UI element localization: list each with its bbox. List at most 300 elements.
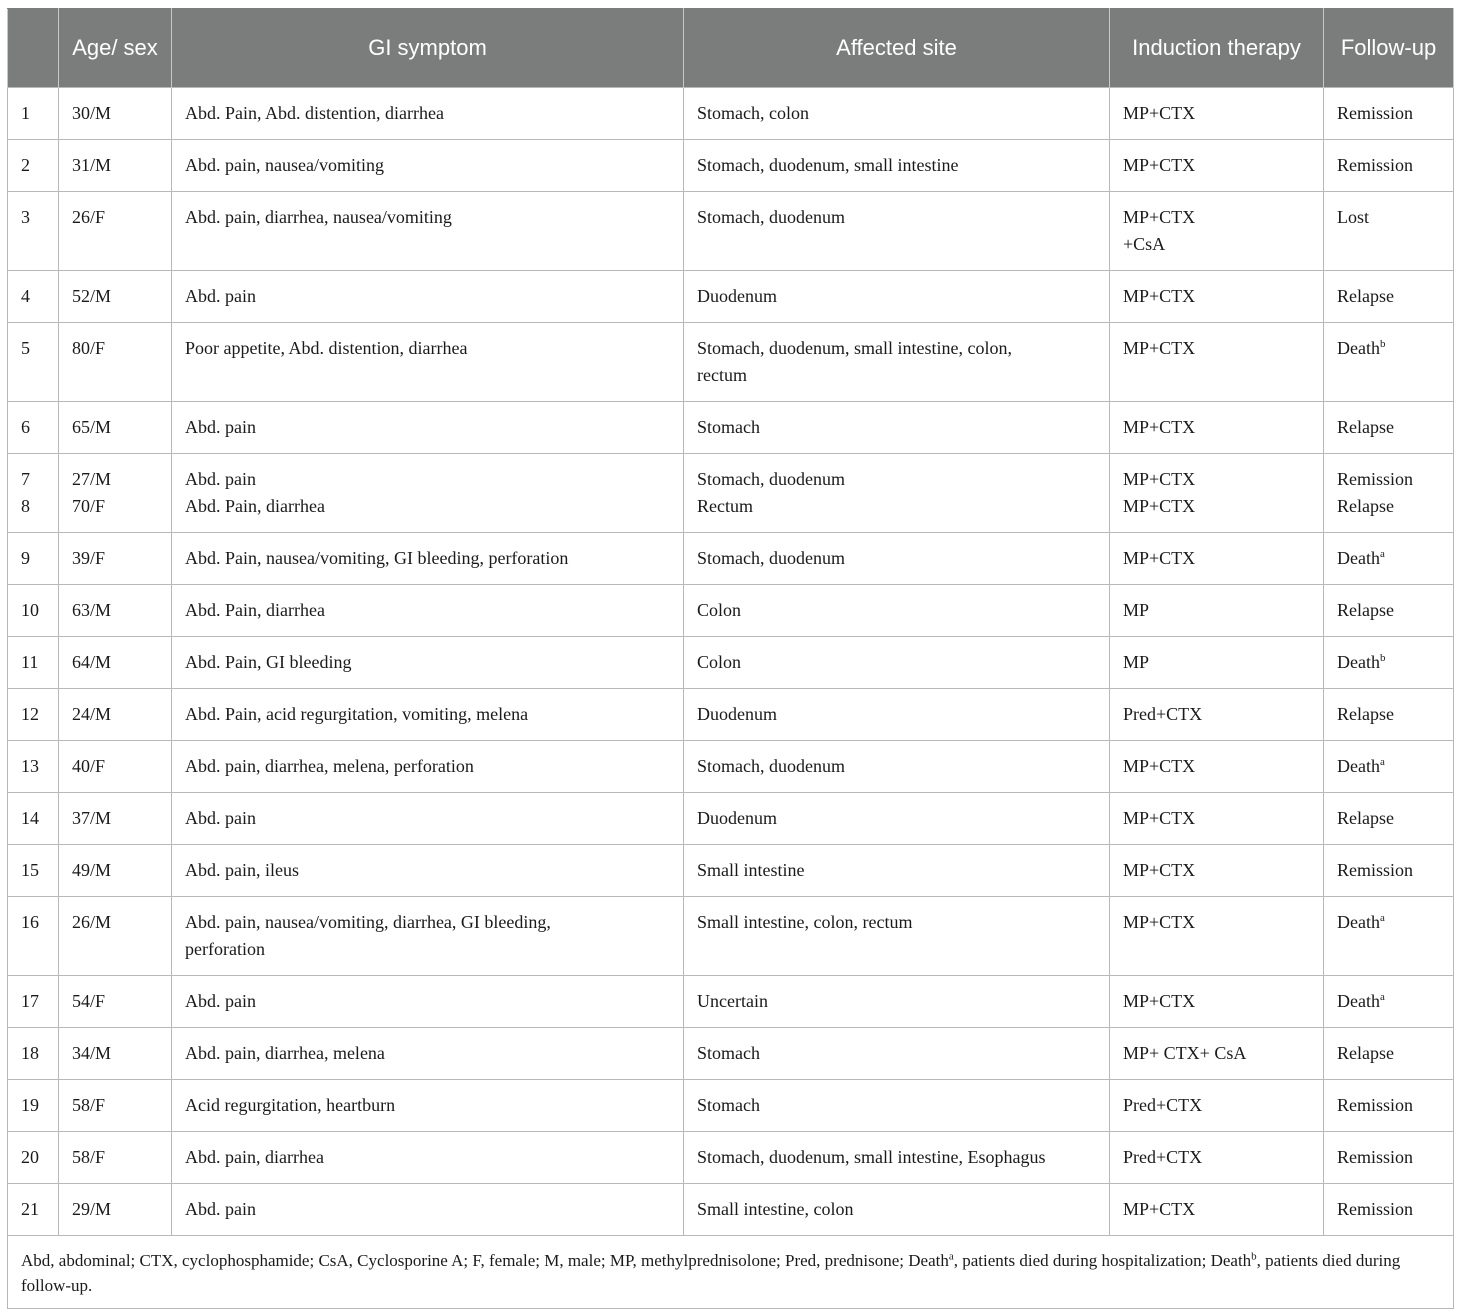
cell-follow-up — [1324, 323, 1454, 402]
table-row — [8, 1028, 1454, 1080]
follow-up-text: Remission — [1337, 860, 1414, 880]
footnote-text-3: , patients died during follow-up. — [21, 1251, 1401, 1295]
cell-induction-therapy — [1110, 1132, 1324, 1184]
cell-line: 18 — [21, 1043, 39, 1063]
footnote-text-2: , patients died during hospitalization; Death — [953, 1251, 1252, 1270]
cell-line: Abd. pain, diarrhea — [185, 1147, 324, 1167]
follow-up-text: Death — [1337, 991, 1380, 1011]
cell-line: Abd. Pain, Abd. distention, diarrhea — [185, 103, 444, 123]
cell-age-sex — [59, 845, 172, 897]
cell-age-sex — [59, 533, 172, 585]
cell-number — [8, 402, 59, 454]
cell-follow-up — [1324, 140, 1454, 192]
cell-line: MP+CTX — [1123, 469, 1196, 489]
cell-number — [8, 140, 59, 192]
table-row — [8, 845, 1454, 897]
cell-follow-up — [1324, 192, 1454, 271]
cell-line: MP+CTX — [1123, 207, 1196, 227]
cell-line: 31/M — [72, 155, 112, 175]
cell-gi-symptom — [172, 402, 684, 454]
cell-induction-therapy — [1110, 976, 1324, 1028]
cell-line: 16 — [21, 912, 39, 932]
follow-up-text: Remission — [1337, 469, 1414, 489]
follow-up-text: Remission — [1337, 1095, 1414, 1115]
cell-line: +CsA — [1123, 234, 1166, 254]
footnote-sup-b: b — [1251, 1250, 1257, 1263]
cell-age-sex — [59, 323, 172, 402]
follow-up-text: Death — [1337, 338, 1380, 358]
table-row — [8, 271, 1454, 323]
footnote-text-1: Abd, abdominal; CTX, cyclophosphamide; CsA, Cyclosporine A; F, female; M, male; MP, methylprednisolone; Pred, prednisone; Death — [21, 1251, 949, 1270]
cell-gi-symptom — [172, 585, 684, 637]
cell-induction-therapy — [1110, 402, 1324, 454]
cell-line: MP+CTX — [1123, 496, 1196, 516]
cell-induction-therapy — [1110, 689, 1324, 741]
cell-follow-up — [1324, 1132, 1454, 1184]
cell-affected-site — [684, 88, 1110, 140]
follow-up-text: Death — [1337, 548, 1380, 568]
follow-up-text: Death — [1337, 912, 1380, 932]
cell-line: Abd. pain — [185, 469, 256, 489]
cell-line — [1337, 283, 1440, 310]
cell-line: Abd. Pain, diarrhea — [185, 496, 325, 516]
cell-affected-site — [684, 271, 1110, 323]
cell-affected-site — [684, 689, 1110, 741]
table-row — [8, 637, 1454, 689]
follow-up-text: Death — [1337, 756, 1380, 776]
cell-follow-up — [1324, 637, 1454, 689]
cell-gi-symptom — [172, 454, 684, 533]
cell-line — [1337, 335, 1440, 362]
cell-gi-symptom — [172, 1028, 684, 1080]
cell-line: Stomach, duodenum — [697, 548, 845, 568]
cell-age-sex — [59, 793, 172, 845]
cell-affected-site — [684, 585, 1110, 637]
follow-up-footnote-mark: a — [1379, 756, 1385, 768]
cell-line — [1337, 701, 1440, 728]
cell-line: Abd. pain, diarrhea, nausea/vomiting — [185, 207, 452, 227]
cell-gi-symptom — [172, 1132, 684, 1184]
cell-line — [1337, 493, 1440, 520]
cell-follow-up — [1324, 897, 1454, 976]
cell-affected-site — [684, 897, 1110, 976]
cell-line: 49/M — [72, 860, 112, 880]
cell-line: Colon — [697, 600, 742, 620]
cell-affected-site — [684, 454, 1110, 533]
cell-age-sex — [59, 1028, 172, 1080]
cell-line: 5 — [21, 338, 30, 358]
cell-line: Pred+CTX — [1123, 1147, 1203, 1167]
cell-age-sex — [59, 1080, 172, 1132]
cell-age-sex — [59, 741, 172, 793]
cell-age-sex — [59, 88, 172, 140]
cell-induction-therapy — [1110, 88, 1324, 140]
follow-up-text: Remission — [1337, 1147, 1414, 1167]
table-row — [8, 454, 1454, 533]
table-row — [8, 741, 1454, 793]
follow-up-text: Lost — [1337, 207, 1370, 227]
cell-line: MP — [1123, 600, 1150, 620]
follow-up-text: Remission — [1337, 1199, 1414, 1219]
header-row — [8, 9, 1454, 88]
cell-age-sex — [59, 689, 172, 741]
cell-line: 7 — [21, 469, 30, 489]
cell-number — [8, 585, 59, 637]
cell-induction-therapy — [1110, 1080, 1324, 1132]
cell-affected-site — [684, 1132, 1110, 1184]
cell-gi-symptom — [172, 897, 684, 976]
cell-line: Uncertain — [697, 991, 768, 1011]
table-row — [8, 192, 1454, 271]
follow-up-text: Relapse — [1337, 704, 1394, 724]
cell-affected-site — [684, 533, 1110, 585]
cell-gi-symptom — [172, 271, 684, 323]
cell-number — [8, 533, 59, 585]
follow-up-text: Relapse — [1337, 286, 1394, 306]
table-row — [8, 585, 1454, 637]
cell-line: 13 — [21, 756, 39, 776]
cell-line: 64/M — [72, 652, 112, 672]
follow-up-text: Relapse — [1337, 417, 1394, 437]
cell-line: MP — [1123, 652, 1150, 672]
cell-age-sex — [59, 637, 172, 689]
table-row — [8, 689, 1454, 741]
cell-induction-therapy — [1110, 1184, 1324, 1236]
cell-line: MP+CTX — [1123, 103, 1196, 123]
cell-affected-site — [684, 741, 1110, 793]
cell-line: MP+ CTX+ CsA — [1123, 1043, 1247, 1063]
cell-number — [8, 454, 59, 533]
cell-line: 29/M — [72, 1199, 112, 1219]
header-age-sex: Age/ sex — [59, 9, 172, 88]
cell-number — [8, 1184, 59, 1236]
cell-line: 24/M — [72, 704, 112, 724]
table-row — [8, 88, 1454, 140]
cell-line — [1337, 857, 1440, 884]
cell-affected-site — [684, 1028, 1110, 1080]
cell-number — [8, 689, 59, 741]
cell-line — [1337, 649, 1440, 676]
cell-follow-up — [1324, 793, 1454, 845]
cell-affected-site — [684, 793, 1110, 845]
cell-line: Abd. Pain, diarrhea — [185, 600, 325, 620]
cell-line — [1337, 909, 1440, 936]
header-number — [8, 9, 59, 88]
table-body — [8, 88, 1454, 1236]
cell-follow-up — [1324, 402, 1454, 454]
table-header — [8, 9, 1454, 88]
cell-number — [8, 741, 59, 793]
cell-line: 63/M — [72, 600, 112, 620]
cell-line: 14 — [21, 808, 39, 828]
cell-induction-therapy — [1110, 271, 1324, 323]
cell-number — [8, 897, 59, 976]
table-row — [8, 793, 1454, 845]
follow-up-text: Death — [1337, 652, 1380, 672]
cell-line: Small intestine, colon — [697, 1199, 854, 1219]
cell-number — [8, 637, 59, 689]
cell-line: Abd. Pain, nausea/vomiting, GI bleeding, perforation — [185, 548, 569, 568]
cell-follow-up — [1324, 1080, 1454, 1132]
table-footer — [8, 1236, 1454, 1309]
cell-induction-therapy — [1110, 741, 1324, 793]
header-follow-up: Follow-up — [1324, 9, 1454, 88]
cell-line: Small intestine — [697, 860, 805, 880]
cell-age-sex — [59, 976, 172, 1028]
follow-up-footnote-mark: a — [1379, 991, 1385, 1003]
cell-line: Stomach, duodenum — [697, 469, 845, 489]
cell-line: 19 — [21, 1095, 39, 1115]
cell-line: Poor appetite, Abd. distention, diarrhea — [185, 338, 468, 358]
cell-affected-site — [684, 845, 1110, 897]
cell-follow-up — [1324, 689, 1454, 741]
cell-line: Stomach, colon — [697, 103, 809, 123]
cell-gi-symptom — [172, 323, 684, 402]
cell-line: MP+CTX — [1123, 756, 1196, 776]
cell-line: rectum — [697, 365, 747, 385]
cell-age-sex — [59, 1184, 172, 1236]
cell-line: 6 — [21, 417, 30, 437]
cell-induction-therapy — [1110, 454, 1324, 533]
patients-table — [7, 8, 1454, 1309]
cell-line: Abd. pain — [185, 808, 256, 828]
cell-line: 17 — [21, 991, 39, 1011]
cell-line — [1337, 466, 1440, 493]
cell-line: 40/F — [72, 756, 106, 776]
cell-line: Abd. pain, nausea/vomiting — [185, 155, 384, 175]
cell-induction-therapy — [1110, 140, 1324, 192]
cell-follow-up — [1324, 741, 1454, 793]
cell-line: 54/F — [72, 991, 106, 1011]
cell-line — [1337, 1092, 1440, 1119]
cell-line: 11 — [21, 652, 39, 672]
header-affected-site: Affected site — [684, 9, 1110, 88]
table-row — [8, 533, 1454, 585]
cell-line: MP+CTX — [1123, 860, 1196, 880]
cell-line — [1337, 1196, 1440, 1223]
cell-line: 15 — [21, 860, 39, 880]
cell-line: Abd. Pain, acid regurgitation, vomiting, melena — [185, 704, 529, 724]
footnote-row — [8, 1236, 1454, 1309]
cell-line: 12 — [21, 704, 39, 724]
cell-line: Pred+CTX — [1123, 704, 1203, 724]
cell-line: Stomach, duodenum — [697, 756, 845, 776]
cell-line: Duodenum — [697, 704, 777, 724]
cell-induction-therapy — [1110, 533, 1324, 585]
cell-line: 27/M — [72, 469, 112, 489]
follow-up-text: Remission — [1337, 103, 1414, 123]
follow-up-text: Relapse — [1337, 808, 1394, 828]
cell-follow-up — [1324, 454, 1454, 533]
cell-line: MP+CTX — [1123, 338, 1196, 358]
cell-gi-symptom — [172, 533, 684, 585]
cell-line: Abd. pain — [185, 991, 256, 1011]
cell-line: Duodenum — [697, 286, 777, 306]
cell-line — [1337, 988, 1440, 1015]
cell-gi-symptom — [172, 793, 684, 845]
cell-line: MP+CTX — [1123, 991, 1196, 1011]
cell-gi-symptom — [172, 1184, 684, 1236]
follow-up-text: Relapse — [1337, 600, 1394, 620]
cell-line: Stomach, duodenum, small intestine, Esophagus — [697, 1147, 1046, 1167]
cell-line — [1337, 100, 1440, 127]
cell-line: MP+CTX — [1123, 808, 1196, 828]
table-row — [8, 897, 1454, 976]
cell-gi-symptom — [172, 1080, 684, 1132]
cell-line: 65/M — [72, 417, 112, 437]
cell-line — [1337, 204, 1440, 231]
cell-number — [8, 1132, 59, 1184]
cell-line: MP+CTX — [1123, 417, 1196, 437]
cell-line: Colon — [697, 652, 742, 672]
cell-gi-symptom — [172, 845, 684, 897]
cell-line: Abd. pain — [185, 1199, 256, 1219]
cell-line — [1337, 414, 1440, 441]
cell-follow-up — [1324, 976, 1454, 1028]
cell-line: Stomach — [697, 1043, 760, 1063]
cell-line: 2 — [21, 155, 30, 175]
cell-affected-site — [684, 1080, 1110, 1132]
cell-induction-therapy — [1110, 793, 1324, 845]
cell-line: Abd. pain, diarrhea, melena, perforation — [185, 756, 474, 776]
cell-follow-up — [1324, 845, 1454, 897]
cell-line: Abd. pain, nausea/vomiting, diarrhea, GI bleeding, — [185, 912, 551, 932]
cell-gi-symptom — [172, 741, 684, 793]
cell-line: 26/M — [72, 912, 112, 932]
cell-line: 21 — [21, 1199, 39, 1219]
cell-number — [8, 1080, 59, 1132]
cell-line: 58/F — [72, 1095, 106, 1115]
cell-gi-symptom — [172, 689, 684, 741]
cell-age-sex — [59, 402, 172, 454]
cell-line: MP+CTX — [1123, 155, 1196, 175]
cell-line: 70/F — [72, 496, 106, 516]
cell-age-sex — [59, 585, 172, 637]
cell-affected-site — [684, 1184, 1110, 1236]
follow-up-text: Remission — [1337, 155, 1414, 175]
cell-age-sex — [59, 897, 172, 976]
cell-line: 10 — [21, 600, 39, 620]
cell-affected-site — [684, 637, 1110, 689]
table-row — [8, 976, 1454, 1028]
cell-induction-therapy — [1110, 192, 1324, 271]
cell-line — [1337, 152, 1440, 179]
table-row — [8, 1132, 1454, 1184]
cell-line: 52/M — [72, 286, 112, 306]
cell-follow-up — [1324, 533, 1454, 585]
cell-number — [8, 793, 59, 845]
cell-line: 58/F — [72, 1147, 106, 1167]
cell-line: 34/M — [72, 1043, 112, 1063]
cell-line: 8 — [21, 496, 30, 516]
follow-up-footnote-mark: a — [1379, 912, 1385, 924]
cell-line: perforation — [185, 939, 265, 959]
cell-affected-site — [684, 976, 1110, 1028]
cell-induction-therapy — [1110, 637, 1324, 689]
cell-affected-site — [684, 323, 1110, 402]
header-gi-symptom: GI symptom — [172, 9, 684, 88]
cell-age-sex — [59, 271, 172, 323]
cell-line: Abd. Pain, GI bleeding — [185, 652, 352, 672]
cell-line: Pred+CTX — [1123, 1095, 1203, 1115]
footnote-sup-a: a — [948, 1250, 954, 1263]
cell-age-sex — [59, 140, 172, 192]
cell-line: Small intestine, colon, rectum — [697, 912, 913, 932]
table-row — [8, 1080, 1454, 1132]
table-row — [8, 323, 1454, 402]
cell-age-sex — [59, 454, 172, 533]
cell-line: 20 — [21, 1147, 39, 1167]
cell-line: Abd. pain — [185, 417, 256, 437]
cell-number — [8, 845, 59, 897]
follow-up-footnote-mark: b — [1379, 338, 1386, 350]
cell-line: MP+CTX — [1123, 1199, 1196, 1219]
cell-line: 37/M — [72, 808, 112, 828]
cell-gi-symptom — [172, 976, 684, 1028]
cell-line: Abd. pain — [185, 286, 256, 306]
cell-age-sex — [59, 1132, 172, 1184]
cell-line — [1337, 1040, 1440, 1067]
cell-line: 39/F — [72, 548, 106, 568]
cell-induction-therapy — [1110, 585, 1324, 637]
cell-line: 80/F — [72, 338, 106, 358]
cell-line — [1337, 545, 1440, 572]
cell-follow-up — [1324, 271, 1454, 323]
cell-line: Stomach, duodenum, small intestine, colon, — [697, 338, 1012, 358]
cell-affected-site — [684, 402, 1110, 454]
cell-follow-up — [1324, 88, 1454, 140]
cell-line — [1337, 805, 1440, 832]
cell-induction-therapy — [1110, 845, 1324, 897]
cell-affected-site — [684, 140, 1110, 192]
cell-line: 4 — [21, 286, 30, 306]
cell-line — [1337, 753, 1440, 780]
follow-up-text: Relapse — [1337, 1043, 1394, 1063]
cell-line: Duodenum — [697, 808, 777, 828]
follow-up-footnote-mark: a — [1379, 548, 1385, 560]
header-induction-therapy: Induction therapy — [1110, 9, 1324, 88]
cell-line — [1337, 1144, 1440, 1171]
cell-number — [8, 1028, 59, 1080]
cell-number — [8, 323, 59, 402]
cell-follow-up — [1324, 1028, 1454, 1080]
cell-gi-symptom — [172, 88, 684, 140]
table-container — [7, 8, 1453, 1309]
cell-line: Stomach — [697, 417, 760, 437]
cell-line: Rectum — [697, 496, 753, 516]
cell-line — [1337, 597, 1440, 624]
cell-gi-symptom — [172, 140, 684, 192]
cell-induction-therapy — [1110, 323, 1324, 402]
cell-line: Stomach, duodenum — [697, 207, 845, 227]
table-row — [8, 140, 1454, 192]
cell-line: Abd. pain, ileus — [185, 860, 299, 880]
cell-line: Abd. pain, diarrhea, melena — [185, 1043, 385, 1063]
cell-follow-up — [1324, 1184, 1454, 1236]
cell-line: Stomach — [697, 1095, 760, 1115]
cell-line: 26/F — [72, 207, 106, 227]
cell-number — [8, 271, 59, 323]
follow-up-text: Relapse — [1337, 496, 1394, 516]
cell-induction-therapy — [1110, 897, 1324, 976]
cell-line: MP+CTX — [1123, 548, 1196, 568]
cell-number — [8, 976, 59, 1028]
cell-line: MP+CTX — [1123, 912, 1196, 932]
cell-line: 9 — [21, 548, 30, 568]
follow-up-footnote-mark: b — [1379, 652, 1386, 664]
cell-induction-therapy — [1110, 1028, 1324, 1080]
cell-number — [8, 192, 59, 271]
